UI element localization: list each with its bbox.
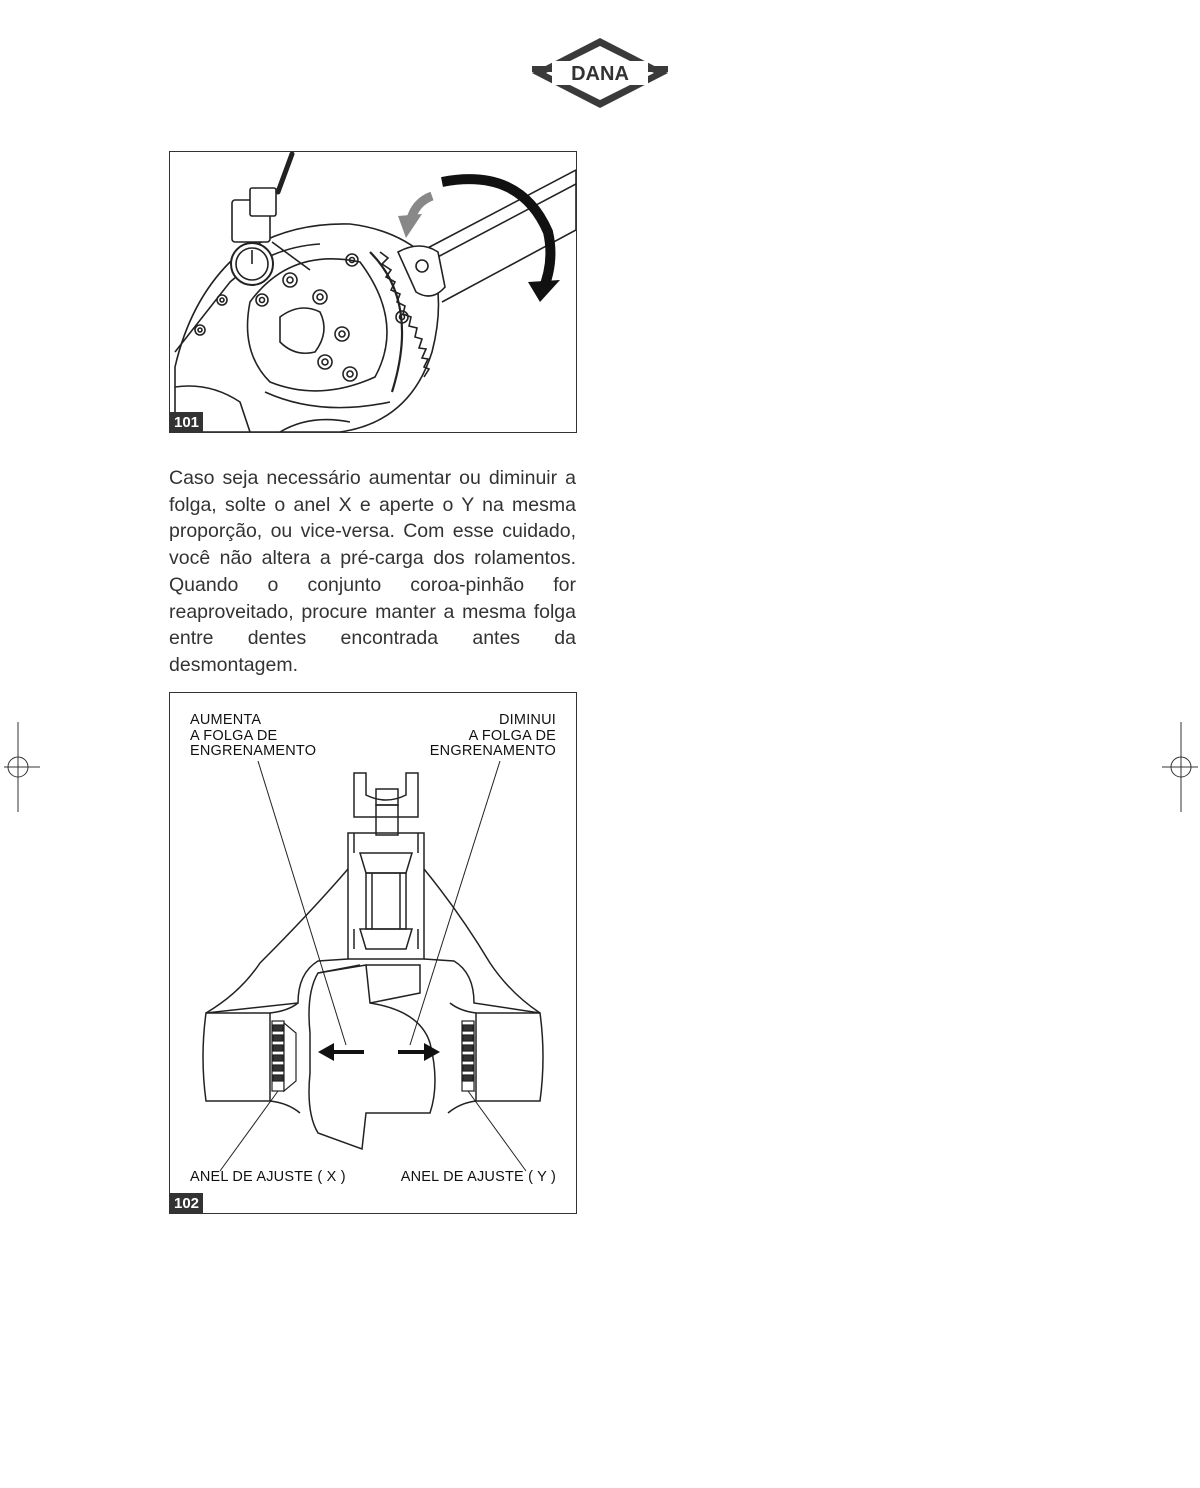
label-adjusting-ring-y: ANEL DE AJUSTE ( Y ) (400, 1169, 556, 1185)
backlash-adjustment-diagram (170, 693, 576, 1213)
figure-101 (169, 151, 577, 433)
figure-number: 101 (170, 412, 203, 432)
differential-dial-indicator-illustration (170, 152, 576, 432)
label-adjusting-ring-x: ANEL DE AJUSTE ( X ) (190, 1169, 346, 1185)
figure-102 (169, 692, 577, 1214)
registration-mark-left (0, 722, 40, 812)
body-paragraph: Caso seja necessário aumentar ou diminuir a folga, solte o anel X e aperte o Y na mesma proporção, ou vice-versa. Com esse cuidado, você não altera a pré-carga dos rolamentos. Quando o conjunto coroa-pinhão for reaproveitado, procure manter a mesma folga entre dentes encontrada antes da desmontagem. (169, 467, 576, 676)
logo-text: DANA (571, 63, 629, 85)
label-decrease-backlash: DIMINUI A FOLGA DE ENGRENAMENTO (429, 712, 556, 759)
label-increase-backlash: AUMENTA A FOLGA DE ENGRENAMENTO (190, 712, 317, 759)
registration-mark-right (1162, 722, 1200, 812)
figure-number: 102 (170, 1193, 203, 1213)
dana-logo (530, 36, 670, 110)
